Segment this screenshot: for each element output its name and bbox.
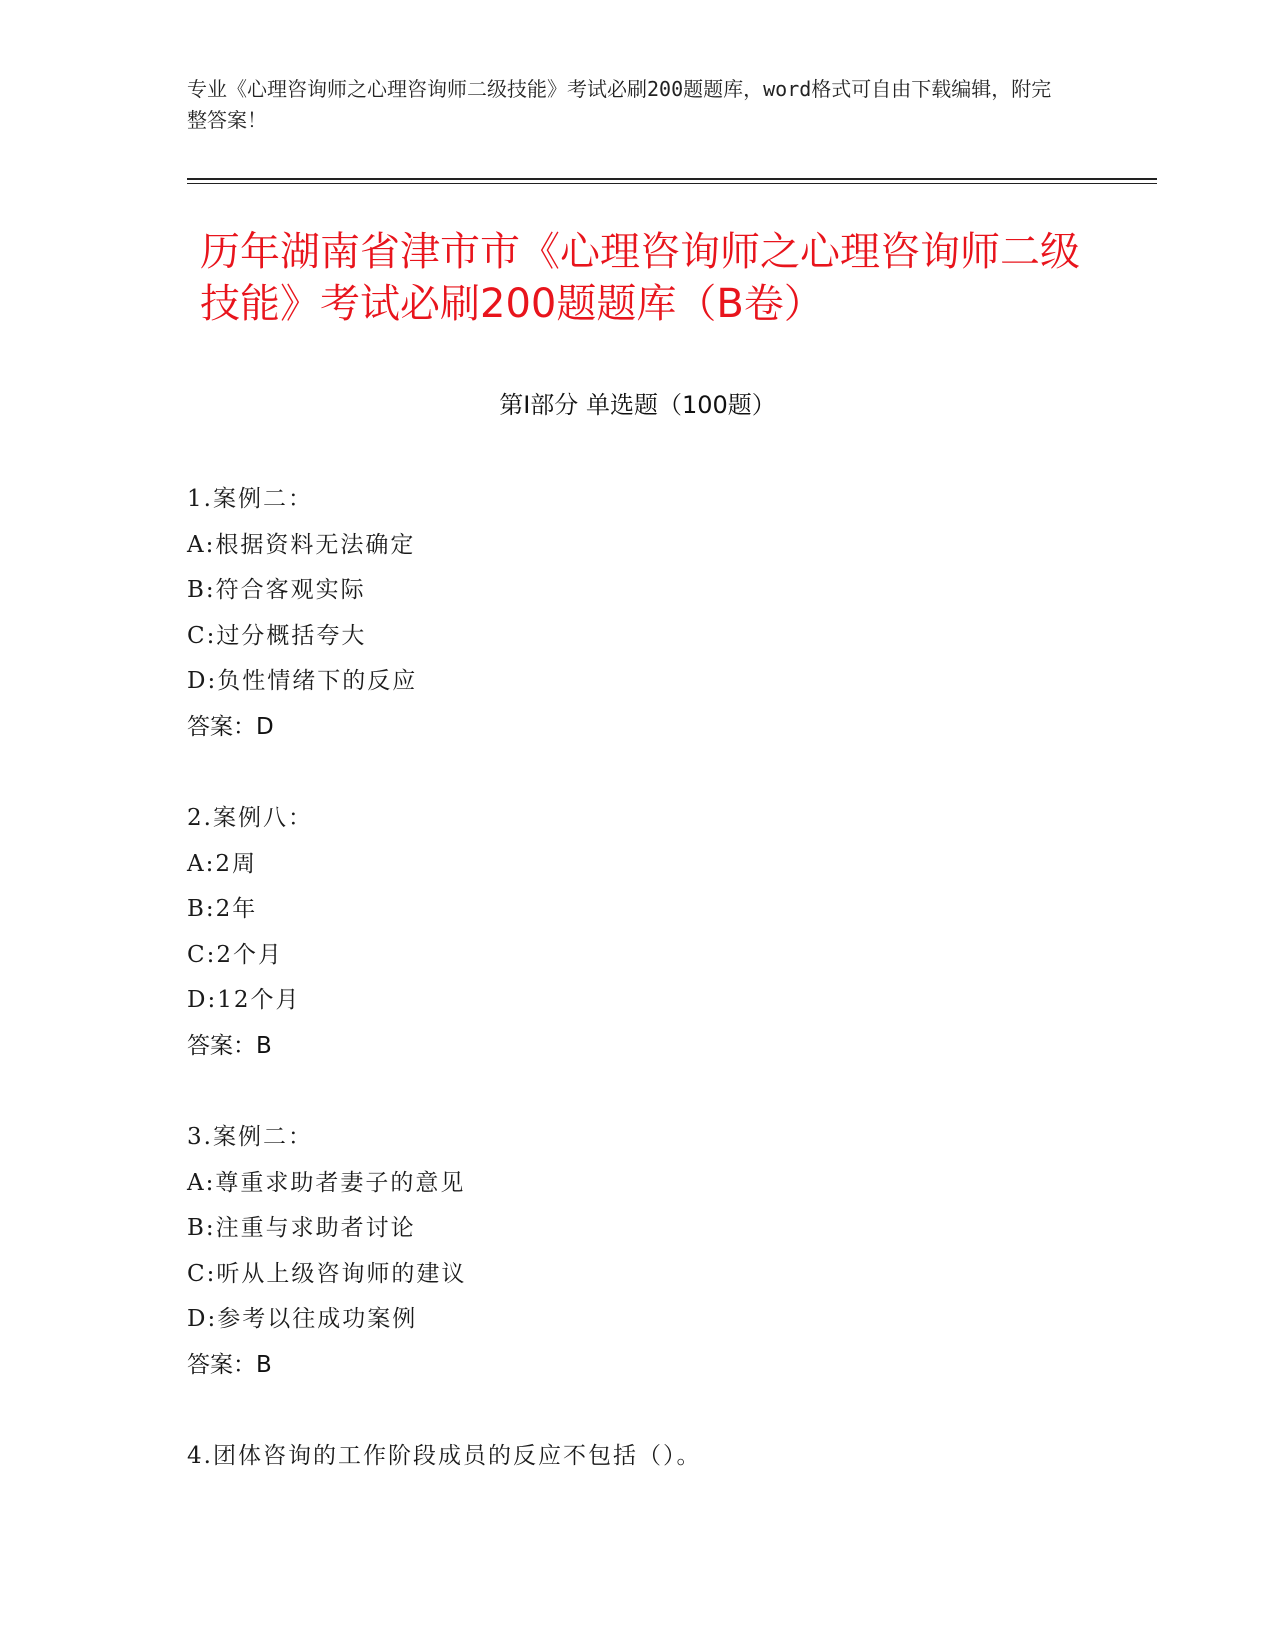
answer: 答案：B	[187, 1351, 272, 1378]
header-divider	[187, 178, 1157, 180]
question-2	[187, 796, 1087, 1069]
option-c: C:2个月	[187, 941, 283, 968]
header-divider-thin	[187, 183, 1157, 184]
option-a: A:尊重求助者妻子的意见	[187, 1169, 466, 1196]
document-title: 历年湖南省津市市《心理咨询师之心理咨询师二级技能》考试必刷200题题库（B卷）	[200, 229, 1080, 327]
option-a: A:2周	[187, 850, 257, 877]
answer: 答案：D	[187, 713, 274, 740]
question-stem: 3.案例二：	[187, 1124, 313, 1150]
option-a: A:根据资料无法确定	[187, 531, 416, 558]
header-note: 专业《心理咨询师之心理咨询师二级技能》考试必刷200题题库，word格式可自由下载编辑，附完整答案！	[187, 77, 1052, 132]
question-list	[187, 477, 1087, 1526]
answer: 答案：B	[187, 1032, 272, 1059]
option-d: D:12个月	[187, 987, 301, 1013]
option-d: D:参考以往成功案例	[187, 1306, 418, 1332]
question-3	[187, 1115, 1087, 1388]
question-stem: 2.案例八：	[187, 805, 313, 831]
section-heading: 第Ⅰ部分 单选题（100题）	[499, 391, 776, 419]
question-1	[187, 477, 1087, 750]
question-stem: 1.案例二：	[187, 486, 313, 512]
question-stem: 4.团体咨询的工作阶段成员的反应不包括（）。	[187, 1443, 702, 1469]
option-b: B:2年	[187, 896, 258, 922]
option-b: B:注重与求助者讨论	[187, 1215, 416, 1241]
option-c: C:听从上级咨询师的建议	[187, 1260, 467, 1287]
option-b: B:符合客观实际	[187, 577, 366, 603]
option-c: C:过分概括夸大	[187, 622, 367, 649]
question-4	[187, 1434, 1087, 1480]
option-d: D:负性情绪下的反应	[187, 668, 418, 694]
